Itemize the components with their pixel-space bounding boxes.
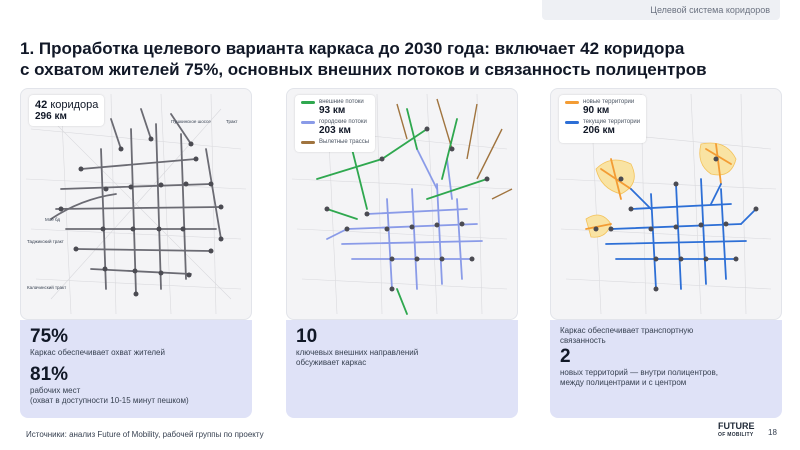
legend-swatch-external [301,101,315,104]
coverage-jobs-number: 81% [30,364,69,385]
legend-item-city [301,119,369,136]
map-label-5: Тракт [226,119,238,124]
brand-line-1: FUTURE [718,421,755,431]
title-line-2: с охватом жителей 75%, основных внешних потоков и связанность полицентров [20,60,707,79]
map-label-2: Пушкинское шоссе [171,119,211,124]
map-card-corridors [20,88,252,320]
map-label-1: Моё бд [45,217,61,222]
coverage-residents-number: 75% [30,326,69,347]
legend-label: текущие территории [583,119,641,125]
section-tag: Целевой система коридоров [542,0,780,20]
page-number: 18 [768,428,777,437]
legend-item-highways [301,139,369,145]
legend-flows [295,95,375,152]
map-card-territories [550,88,782,320]
coverage-jobs-text: рабочих мест [30,386,81,395]
legend-label: Вылетные трассы [319,139,370,145]
info-card-connectivity [550,320,782,418]
new-territories-text-2: между полицентрами и с центром [560,378,687,387]
external-directions-text-2: обсуживает каркас [296,358,367,367]
external-directions-text-1: ключевых внешних направлений [296,348,419,357]
connectivity-text-1: Каркас обеспечивает транспортную [560,326,694,335]
corridor-count: 42 [35,99,48,111]
legend-label: новые территории [583,99,635,105]
source-note: Источники: анализ Future of Mobility, рабочей группы по проекту [26,430,264,439]
legend-value: 93 км [319,105,346,116]
info-card-coverage [20,320,252,418]
external-directions-number: 10 [296,326,318,347]
title-line-1: 1. Проработка целевого варианта каркаса до 2030 года: включает 42 коридора [20,39,685,58]
legend-swatch-highways [301,141,315,144]
legend-swatch-new [565,101,579,104]
corridor-unit: коридора [50,99,99,111]
connectivity-text-2: связанность [560,336,606,345]
info-card-external [286,320,518,418]
legend-label: внешние потоки [319,99,364,105]
map-label-3: Таджикский тракт [27,239,64,244]
brand-logo [718,422,755,440]
legend-swatch-city [301,121,315,124]
legend-item-new [565,99,640,116]
legend-territories [559,95,646,143]
legend-item-external [301,99,369,116]
legend-value: 203 км [319,125,351,136]
legend-label: городские потоки [319,119,367,125]
legend-value: 206 км [583,125,615,136]
legend-swatch-current [565,121,579,124]
brand-line-2: OF MOBILITY [718,432,754,438]
legend-value: 90 км [583,105,610,116]
corridor-km: 296 км [35,111,67,122]
map-label-4: Калачинский тракт [27,285,67,290]
legend-item-current [565,119,640,136]
coverage-residents-text: Каркас обеспечивает охват жителей [30,348,165,357]
page-title [20,38,760,80]
legend-corridors [29,95,104,126]
new-territories-number: 2 [560,346,571,367]
coverage-jobs-note: (охват в доступности 10-15 минут пешком) [30,396,189,405]
map-card-flows [286,88,518,320]
new-territories-text-1: новых территорий — внутри полицентров, [560,368,718,377]
